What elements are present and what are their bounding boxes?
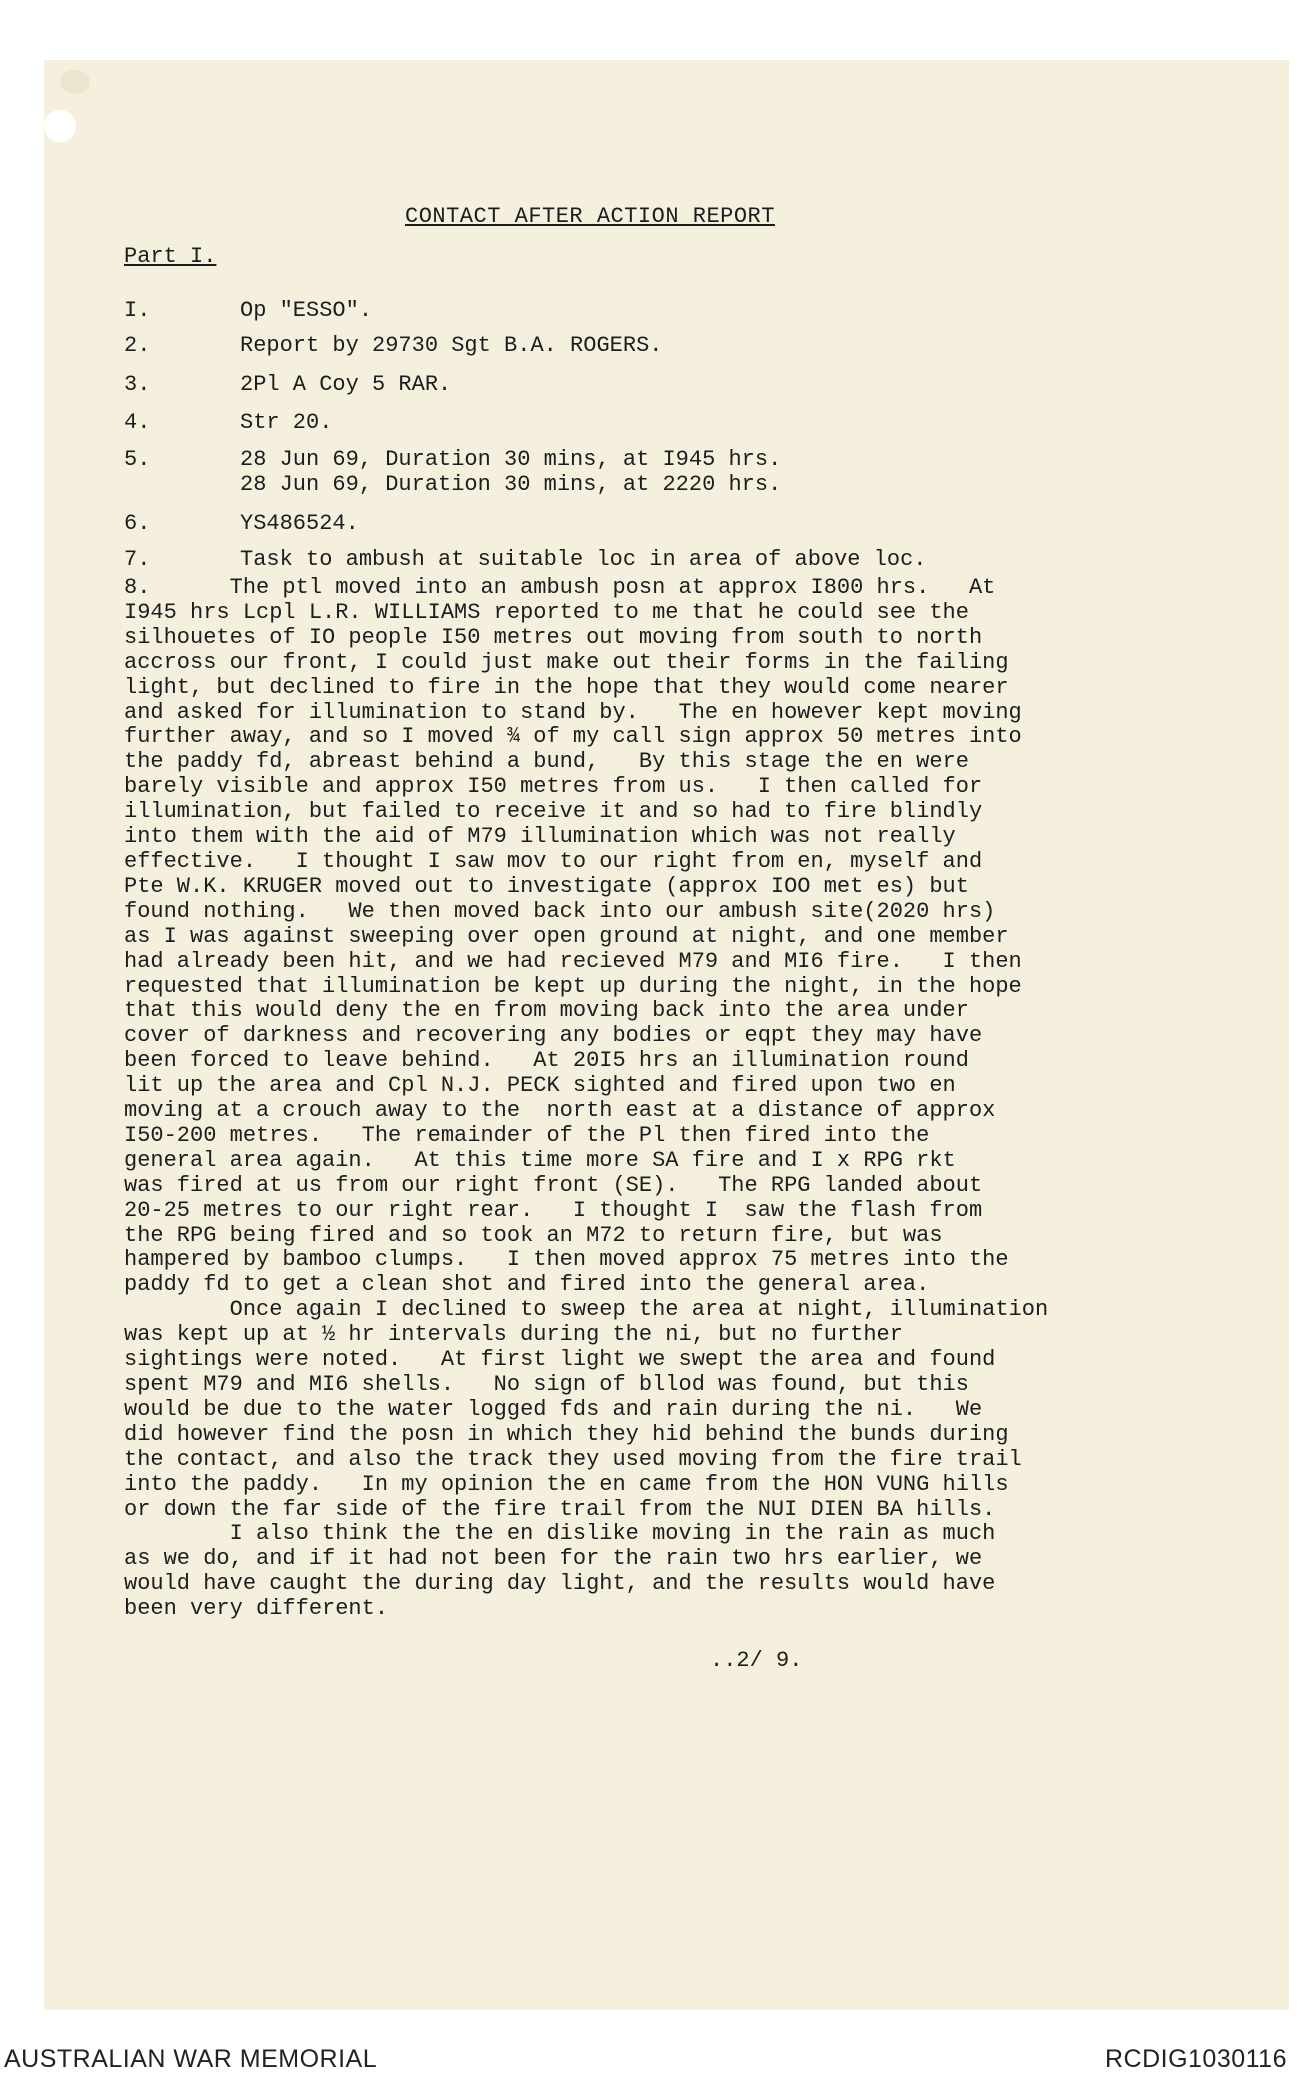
body-line: effective. I thought I saw mov to our right from en, myself and (124, 848, 983, 874)
body-line: general area again. At this time more SA fire and I x RPG rkt (124, 1147, 956, 1173)
body-line: spent M79 and MI6 shells. No sign of bllod was found, but this (124, 1372, 969, 1397)
item-number: I. (124, 298, 151, 323)
body-line: hampered by bamboo clumps. I then moved approx 75 metres into the (124, 1247, 1009, 1273)
body-line: 20-25 metres to our right rear. I thought I saw the flash from (124, 1197, 983, 1223)
part-heading: Part I. (124, 244, 217, 269)
item-number: 6. (124, 511, 151, 536)
body-line: that this would deny the en from moving back into the area under (124, 998, 969, 1024)
body-line: Once again I declined to sweep the area at night, illumination (124, 1297, 1049, 1323)
body-line: was kept up at ½ hr intervals during the ni, but no further (124, 1322, 903, 1348)
body-line: into the paddy. In my opinion the en came from the HON VUNG hills (124, 1471, 1009, 1497)
list-item (124, 447, 781, 497)
item-number: 5. (124, 447, 151, 472)
body-line: cover of darkness and recovering any bodies or eqpt they may have (124, 1023, 983, 1049)
body-line: sightings were noted. At first light we swept the area and found (124, 1347, 996, 1373)
body-line: would have caught the during day light, and the results would have (124, 1571, 996, 1597)
body-line: or down the far side of the fire trail from the NUI DIEN BA hills. (124, 1496, 996, 1522)
body-line: I945 hrs Lcpl L.R. WILLIAMS reported to me that he could see the (124, 599, 969, 625)
item-number: 2. (124, 333, 151, 358)
item-number: 4. (124, 410, 151, 435)
body-line: Pte W.K. KRUGER moved out to investigate (approx IOO met es) but (124, 873, 969, 899)
body-line: lit up the area and Cpl N.J. PECK sighted and fired upon two en (124, 1073, 956, 1099)
footer-source: AUSTRALIAN WAR MEMORIAL (4, 2045, 378, 2073)
body-line: I also think the the en dislike moving in the rain as much (124, 1521, 996, 1547)
body-line: had already been hit, and we had recieved M79 and MI6 fire. I then (124, 948, 1022, 974)
body-line: paddy fd to get a clean shot and fired into the general area. (124, 1272, 930, 1298)
body-line: found nothing. We then moved back into our ambush site(2020 hrs) (124, 898, 996, 924)
list-item (124, 298, 372, 323)
item-text: YS486524. (240, 511, 359, 536)
item-text: 2Pl A Coy 5 RAR. (240, 372, 452, 397)
body-line: moving at a crouch away to the north east at a distance of approx (124, 1098, 996, 1124)
list-item (124, 410, 332, 435)
item-text: Op "ESSO". (240, 298, 373, 323)
punch-hole (44, 110, 76, 142)
body-line: light, but declined to fire in the hope that they would come nearer (124, 674, 1009, 700)
list-item (124, 547, 927, 572)
body-line: was fired at us from our right front (SE). The RPG landed about (124, 1172, 983, 1198)
body-line: the contact, and also the track they used moving from the fire trail (124, 1446, 1022, 1472)
item-text-second-line: 28 Jun 69, Duration 30 mins, at 2220 hrs. (240, 472, 782, 497)
report-title: CONTACT AFTER ACTION REPORT (405, 204, 775, 229)
footer-bar (0, 2045, 1299, 2082)
body-line: would be due to the water logged fds and rain during the ni. We (124, 1396, 983, 1422)
item-number: 3. (124, 372, 151, 397)
page-number: ..2/ 9. (710, 1648, 803, 1673)
body-line: did however find the posn in which they hid behind the bunds during (124, 1421, 1009, 1447)
report-body (124, 576, 1164, 1622)
body-line: requested that illumination be kept up during the night, in the hope (124, 973, 1022, 999)
list-item (124, 333, 662, 358)
body-line: accross our front, I could just make out their forms in the failing (124, 649, 1009, 675)
item-text: 28 Jun 69, Duration 30 mins, at I945 hrs. (240, 447, 782, 472)
body-line: I50-200 metres. The remainder of the Pl then fired into the (124, 1122, 930, 1148)
body-line: into them with the aid of M79 illumination which was not really (124, 824, 956, 850)
body-line: the RPG being fired and so took an M72 to return fire, but was (124, 1222, 943, 1248)
body-line: barely visible and approx I50 metres from us. I then called for (124, 774, 983, 800)
paper-mark (60, 70, 90, 94)
list-item (124, 372, 451, 397)
footer-id: RCDIG1030116 (1104, 2045, 1287, 2073)
item-text: Report by 29730 Sgt B.A. ROGERS. (240, 333, 663, 358)
body-line: and asked for illumination to stand by. The en however kept moving (124, 699, 1022, 725)
body-line: been forced to leave behind. At 20I5 hrs an illumination round (124, 1048, 969, 1074)
body-line: the paddy fd, abreast behind a bund, By this stage the en were (124, 749, 969, 775)
body-line: as we do, and if it had not been for the rain two hrs earlier, we (124, 1546, 983, 1572)
body-line: illumination, but failed to receive it and so had to fire blindly (124, 799, 983, 825)
item-number: 7. (124, 547, 151, 572)
item-text: Task to ambush at suitable loc in area of above loc. (240, 547, 927, 572)
body-line: as I was against sweeping over open ground at night, and one member (124, 923, 1009, 949)
body-line: silhouetes of IO people I50 metres out moving from south to north (124, 624, 983, 650)
item-text: Str 20. (240, 410, 333, 435)
list-item (124, 511, 359, 536)
body-line: further away, and so I moved ¾ of my call sign approx 50 metres into (124, 724, 1022, 750)
body-line: been very different. (124, 1596, 389, 1622)
body-line: 8. The ptl moved into an ambush posn at approx I800 hrs. At (124, 575, 996, 600)
